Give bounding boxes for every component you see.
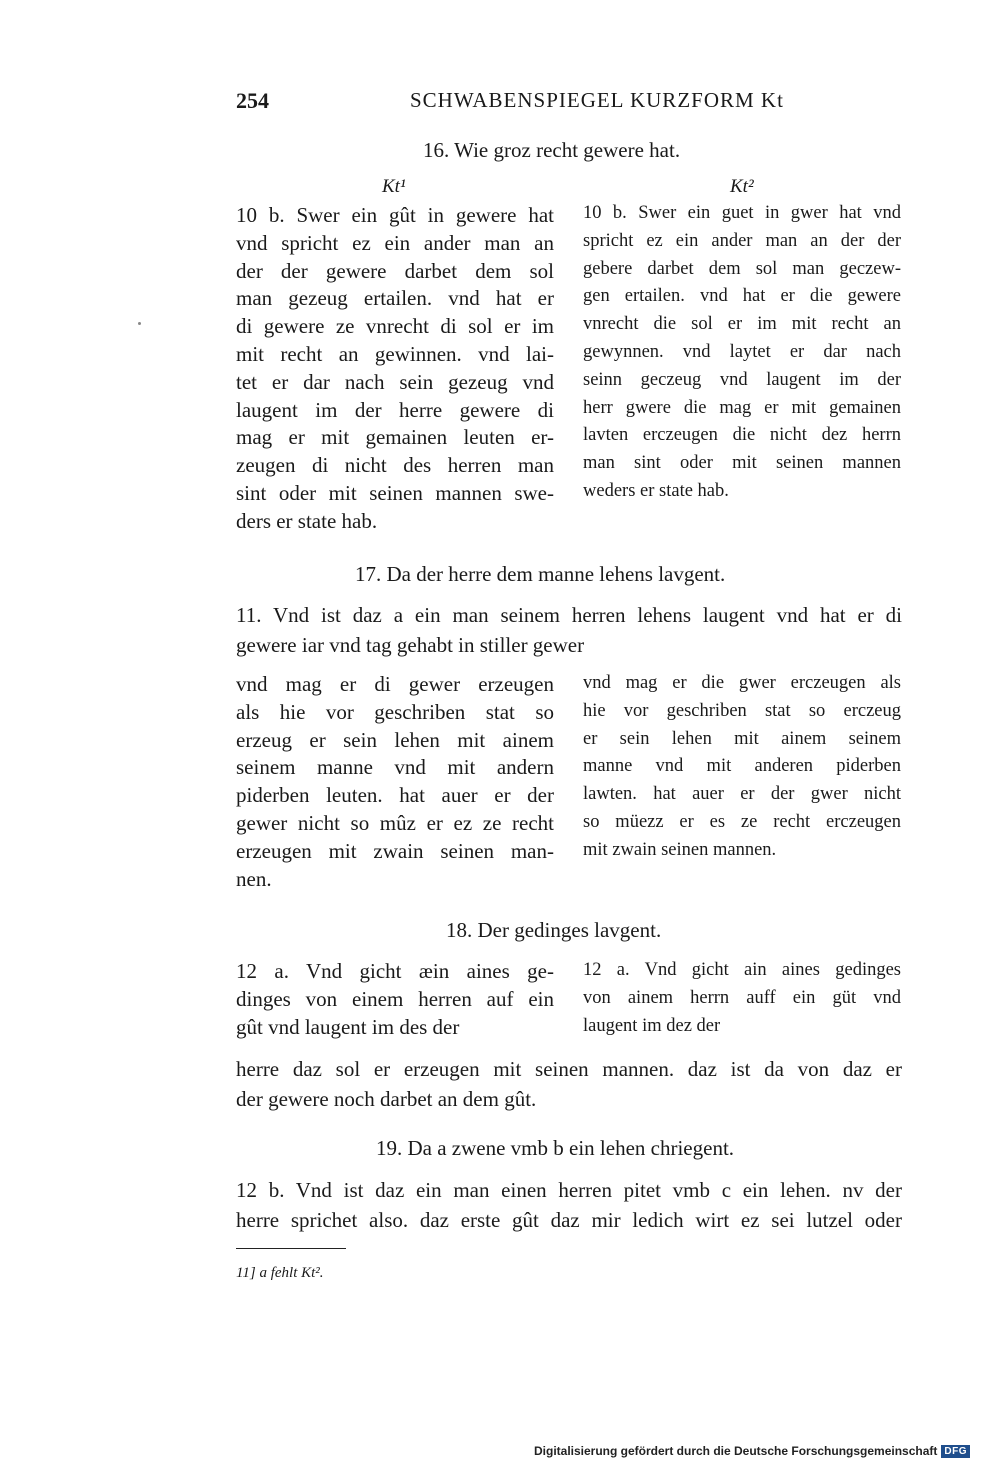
text-line: hie vor geschriben stat so erczeug — [583, 700, 901, 721]
text-line: gewer nicht so mûz er ez ze recht — [236, 810, 554, 835]
text-line: tet er dar nach sein gezeug vnd — [236, 369, 554, 394]
section-17-title: 17. Da der herre dem manne lehens lavgent. — [355, 562, 726, 586]
text-line: gebere darbet dem sol man geczew- — [583, 258, 901, 279]
text-line: man gezeug ertailen. vnd hat er — [236, 286, 554, 311]
text-line: lawten. hat auer er der gwer nicht — [583, 784, 901, 805]
text-line: vnd mag er die gwer erczeugen als — [583, 673, 901, 693]
text-line: sint oder mit seinen mannen swe- — [236, 480, 554, 505]
text-line: di gewere ze vnrecht di sol er im — [236, 314, 554, 339]
text-line: seinn geczeug vnd laugent im der — [583, 369, 901, 390]
text-line: lavten erczeugen die nicht dez herrn — [583, 425, 901, 446]
text-line: seinem manne vnd mit andern — [236, 755, 554, 780]
section-17-kt2-text — [583, 670, 901, 865]
text-line: mit recht an gewinnen. vnd lai- — [236, 341, 554, 366]
text-line: gût vnd laugent im des der — [236, 1014, 460, 1039]
text-line: spricht ez ein ander man an der der — [583, 230, 901, 251]
text-line: herre sprichet also. daz erste gût daz mir ledich wirt ez sei lutzel oder — [236, 1208, 902, 1232]
text-line: erzeug er sein lehen mit ainem — [236, 727, 554, 752]
text-line: laugent im dez der — [583, 1015, 721, 1036]
text-line: zeugen di nicht des herren man — [236, 453, 554, 478]
text-line: vnrecht die sol er im mit recht an — [583, 314, 901, 335]
column-label-kt2: Kt² — [730, 176, 754, 197]
text-line: dinges von einem herren auf ein — [236, 986, 554, 1011]
text-line: herr gwere die mag er mit gemainen — [583, 397, 901, 418]
section-16-title: 16. Wie groz recht gewere hat. — [423, 138, 681, 162]
text-line: mag er mit gemainen leuten er- — [236, 425, 554, 450]
text-line: gen ertailen. vnd hat er die gewere — [583, 286, 901, 307]
section-18-kt2-text — [583, 957, 901, 1040]
page-number: 254 — [236, 88, 269, 113]
text-line: man sint oder mit seinen mannen — [583, 453, 901, 474]
text-line: er sein lehen mit ainem seinem — [583, 728, 901, 749]
dfg-logo: DFG — [941, 1445, 970, 1458]
text-line: herre daz sol er erzeugen mit seinen mannen. daz ist da von daz er — [236, 1057, 902, 1081]
digitization-notice — [534, 1444, 970, 1458]
text-line: so müezz er es ze recht erczeugen — [583, 811, 901, 832]
section-19-title: 19. Da a zwene vmb b ein lehen chriegent. — [376, 1136, 735, 1160]
text-line: erzeugen mit zwain seinen man- — [236, 838, 554, 863]
section-16-kt2-text — [583, 200, 901, 506]
running-title: SCHWABENSPIEGEL KURZFORM Kt — [410, 88, 784, 112]
text-line: gewynnen. vnd laytet er dar nach — [583, 341, 901, 362]
text-line: weders er state hab. — [583, 480, 729, 501]
text-line: 12 a. Vnd gicht ain aines gedinges — [583, 960, 901, 980]
text-line: der der gewere darbet dem sol — [236, 258, 554, 283]
text-line: 12 a. Vnd gicht æin aines ge- — [236, 959, 554, 983]
section-19-text — [236, 1175, 902, 1235]
text-line: 10 b. Swer ein guet in gwer hat vnd — [583, 203, 901, 223]
text-line: nen. — [236, 866, 272, 891]
section-17-intro — [236, 600, 902, 660]
text-line: 11. Vnd ist daz a ein man seinem herren lehens laugent vnd hat er di — [236, 603, 902, 627]
text-line: 12 b. Vnd ist daz ein man einen herren pitet vmb c ein lehen. nv der — [236, 1178, 902, 1202]
text-line: manne vnd mit anderen piderben — [583, 756, 901, 777]
section-18-title: 18. Der gedinges lavgent. — [446, 918, 662, 942]
text-line: von ainem herrn auff ein güt vnd — [583, 987, 901, 1008]
margin-mark — [138, 322, 141, 325]
footnote-rule — [236, 1248, 346, 1249]
section-17-kt1-text — [236, 671, 554, 893]
text-line: als hie vor geschriben stat so — [236, 699, 554, 724]
text-line: laugent im der herre gewere di — [236, 397, 554, 422]
footnote: 11] a fehlt Kt². — [236, 1265, 324, 1281]
section-18-continuation — [236, 1054, 902, 1114]
text-line: 10 b. Swer ein gût in gewere hat — [236, 203, 554, 227]
text-line: mit zwain seinen mannen. — [583, 839, 777, 860]
text-line: vnd mag er di gewer erzeugen — [236, 672, 554, 696]
digitization-text: Digitalisierung gefördert durch die Deutsche Forschungsgemeinschaft — [533, 1444, 938, 1458]
text-line: vnd spricht ez ein ander man an — [236, 230, 554, 255]
text-line: ders er state hab. — [236, 508, 378, 533]
section-16-kt1-text — [236, 202, 554, 536]
section-18-kt1-text — [236, 958, 554, 1041]
text-line: der gewere noch darbet an dem gût. — [236, 1087, 537, 1111]
text-line: piderben leuten. hat auer er der — [236, 783, 554, 808]
text-line: gewere iar vnd tag gehabt in stiller gewer — [236, 633, 585, 657]
column-label-kt1: Kt¹ — [382, 176, 406, 197]
